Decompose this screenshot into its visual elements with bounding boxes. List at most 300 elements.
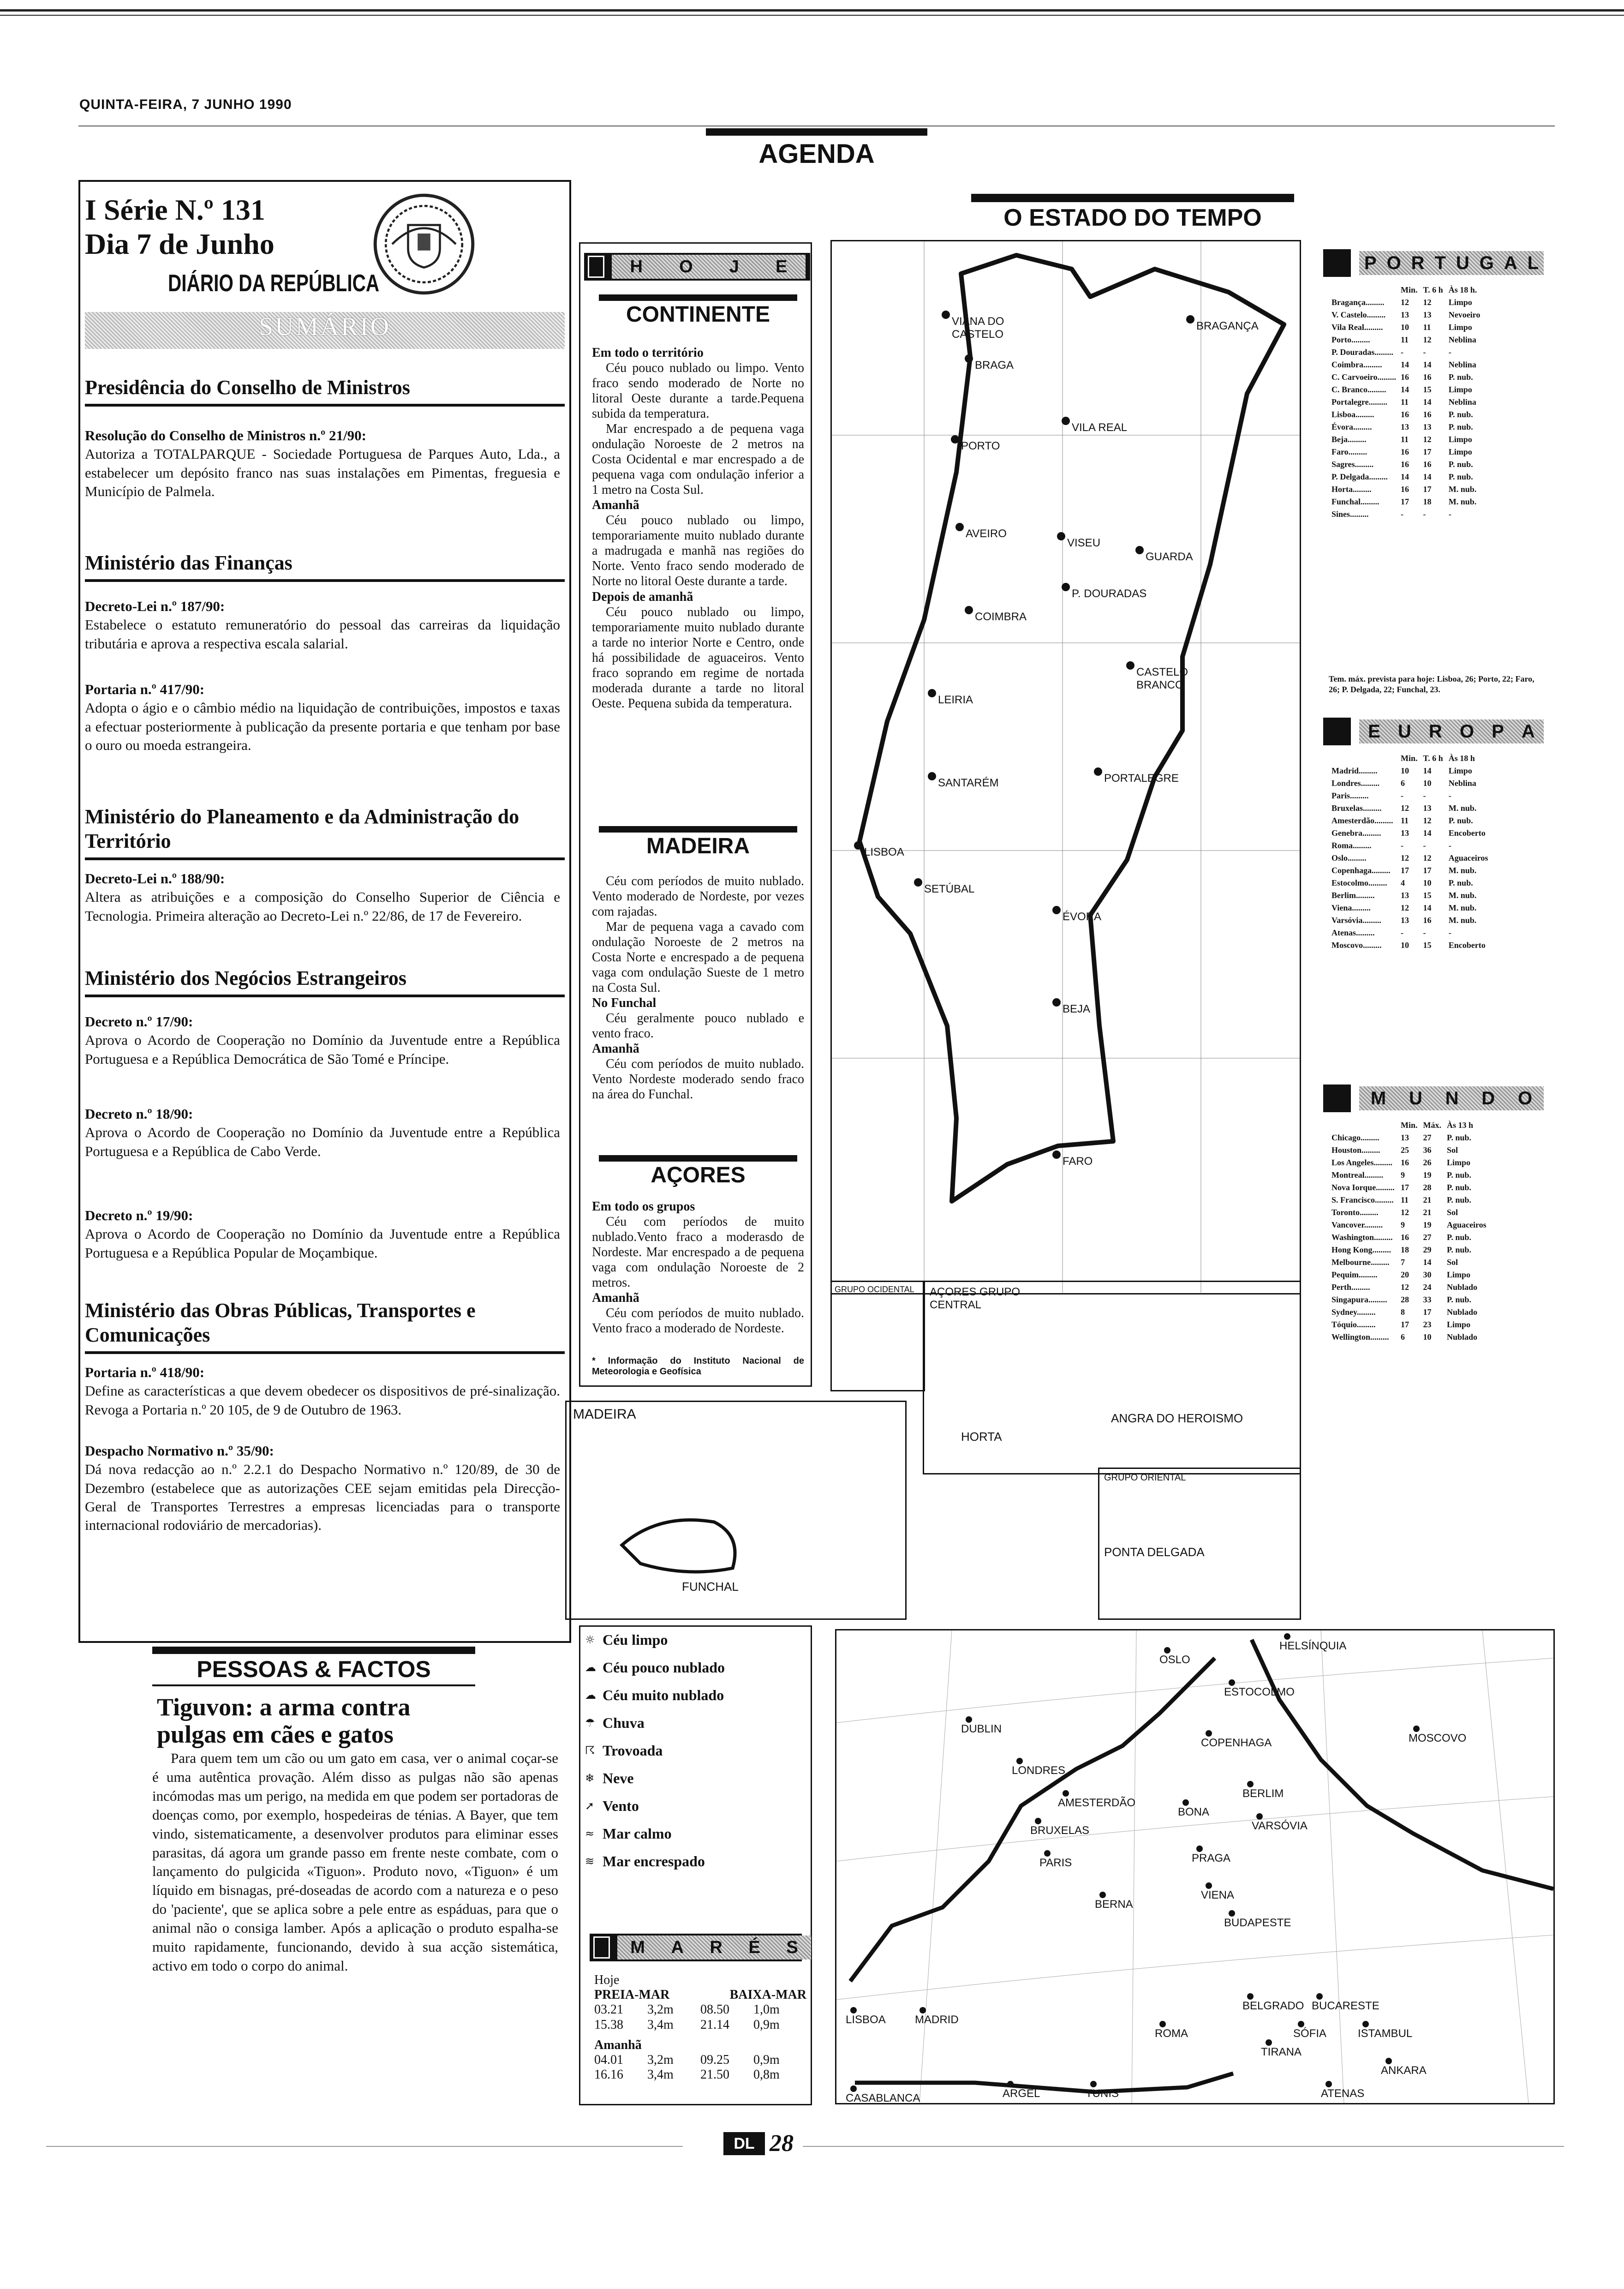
table-cell: Nublado — [1447, 1332, 1478, 1342]
table-cell: 23 — [1423, 1320, 1432, 1329]
table-cell: M. nub. — [1448, 916, 1477, 925]
header-letter: O — [1386, 252, 1401, 273]
table-cell: - — [1401, 841, 1403, 850]
table-cell: 6 — [1401, 779, 1405, 788]
city-label: SANTARÉM — [938, 777, 999, 789]
europe-city-label: ANKARA — [1381, 2064, 1427, 2077]
europe-city-label: BERLIM — [1242, 1787, 1284, 1800]
city-dot — [850, 2007, 857, 2013]
table-city: C. Carvoeiro......... — [1331, 372, 1397, 382]
table-cell: Neblina — [1448, 397, 1476, 407]
table-cell: 8 — [1401, 1307, 1405, 1317]
table-row — [1329, 914, 1491, 927]
table-cell: 9 — [1401, 1170, 1405, 1180]
decree-item — [85, 869, 560, 925]
mares-cell: 15.38 — [594, 2017, 623, 2032]
table-cell: 13 — [1401, 916, 1409, 925]
header-letter: E — [1368, 721, 1380, 742]
table-cell: P. nub. — [1447, 1170, 1471, 1180]
table-cell: 18 — [1423, 497, 1432, 506]
table-cell: 11 — [1401, 435, 1409, 444]
table-cell: M. nub. — [1448, 903, 1477, 912]
legend-label: Chuva — [603, 1714, 645, 1731]
table-cell: Limpo — [1448, 447, 1472, 456]
table-cell: 16 — [1423, 460, 1432, 469]
city-label: VILA REAL — [1072, 421, 1128, 434]
table-cell: 27 — [1423, 1233, 1432, 1242]
city-dot — [1229, 1910, 1235, 1917]
table-city: Lisboa......... — [1331, 410, 1374, 419]
sumario-banner: SUMÁRIO — [85, 312, 565, 349]
decree-text: Aprova o Acordo de Cooperação no Domínio da Juventude entre a República Portuguesa e a República Popular de Moçambique. — [85, 1226, 560, 1261]
table-city: Los Angeles......... — [1331, 1158, 1393, 1167]
city-dot — [1126, 661, 1134, 670]
table-cell: P. nub. — [1447, 1133, 1471, 1142]
city-dot — [854, 841, 862, 850]
mares-cell: 1,0m — [753, 2002, 780, 2017]
serie-number: I Série N.º 131 Dia 7 de Junho — [85, 193, 275, 260]
table-cell: 12 — [1423, 816, 1432, 825]
table-cell: 13 — [1401, 828, 1409, 838]
table-cell: 16 — [1423, 410, 1432, 419]
table-city: Montreal......... — [1331, 1170, 1384, 1180]
decree-text: Aprova o Acordo de Cooperação no Domínio da Juventude entre a República Portuguesa e a República Democrática de São Tomé e Príncipe. — [85, 1032, 560, 1067]
decree-ref: Decreto-Lei n.º 188/90: — [85, 870, 225, 887]
table-cell: 16 — [1401, 410, 1409, 419]
table-cell: 17 — [1401, 497, 1409, 506]
table-header: Às 13 h — [1447, 1121, 1474, 1130]
table-cell: 36 — [1423, 1145, 1432, 1155]
city-dot — [1385, 2058, 1392, 2064]
table-cell: P. nub. — [1448, 460, 1473, 469]
europe-city-label: CASABLANCA — [846, 2092, 920, 2104]
table-row — [1329, 777, 1491, 790]
table-row — [1329, 1281, 1489, 1294]
city-dot — [1094, 767, 1102, 776]
table-cell: - — [1448, 509, 1451, 519]
table-cell: Aguaceiros — [1448, 853, 1488, 863]
table-city: Oslo......... — [1331, 853, 1367, 863]
header-letter: D — [1481, 1088, 1495, 1109]
table-cell: Neblina — [1448, 779, 1476, 788]
table-city: Viena......... — [1331, 903, 1371, 912]
europe-city-label: PARIS — [1039, 1857, 1072, 1869]
table-row — [1329, 321, 1483, 334]
acores-inset: AÇORES GRUPO CENTRAL HORTA ANGRA DO HEROISMO — [923, 1281, 1301, 1474]
europe-map — [835, 1629, 1555, 2104]
table-cell: M. nub. — [1448, 866, 1477, 875]
table-row — [1329, 1231, 1489, 1244]
table-row — [1329, 790, 1491, 802]
europe-city-label: OSLO — [1159, 1654, 1190, 1666]
map-title: O ESTADO DO TEMPO — [971, 194, 1294, 232]
table-cell: Limpo — [1448, 385, 1472, 394]
city-label: BRAGA — [975, 359, 1014, 372]
city-dot — [1196, 1846, 1203, 1852]
table-city: Funchal......... — [1331, 497, 1379, 506]
table-cell: P. nub. — [1447, 1183, 1471, 1192]
table-city: Houston......... — [1331, 1145, 1380, 1155]
legend-label: Trovoada — [603, 1742, 663, 1759]
table-city: Tóquio......... — [1331, 1320, 1376, 1329]
mares-cell: 09.25 — [700, 2052, 729, 2067]
table-cell: 11 — [1401, 397, 1409, 407]
europe-city-label: TIRANA — [1261, 2046, 1302, 2058]
table-cell: P. nub. — [1448, 422, 1473, 431]
table-cell: 11 — [1401, 335, 1409, 344]
table-cell: 10 — [1423, 779, 1432, 788]
table-header: T. 6 h — [1423, 285, 1443, 294]
table-cell: 33 — [1423, 1295, 1432, 1304]
table-cell: 13 — [1401, 1133, 1409, 1142]
table-cell: Neblina — [1448, 360, 1476, 369]
forecast-column — [579, 242, 812, 1387]
table-cell: 13 — [1423, 310, 1432, 319]
table-row — [1329, 852, 1491, 864]
city-label: PORTALEGRE — [1104, 772, 1179, 785]
table-city: Toronto......... — [1331, 1208, 1379, 1217]
table-row — [1329, 902, 1491, 914]
continente-title: CONTINENTE — [599, 294, 797, 327]
mundo-table — [1329, 1119, 1489, 1343]
table-cell: 10 — [1423, 1332, 1432, 1342]
table-city: Horta......... — [1331, 485, 1372, 494]
city-dot — [1284, 1633, 1290, 1640]
city-dot — [1182, 1799, 1189, 1806]
mares-table — [594, 1973, 806, 2082]
table-city: Moscovo......... — [1331, 941, 1382, 950]
table-cell: 15 — [1423, 891, 1432, 900]
decree-text: Estabelece o estatuto remuneratório do pessoal das carreiras da liquidação tributária e aprova a respectiva escala salarial. — [85, 617, 560, 652]
city-dot — [1052, 906, 1061, 914]
table-city: Vila Real......... — [1331, 323, 1383, 332]
europe-city-label: AMESTERDÃO — [1058, 1797, 1136, 1809]
city-label: CASTELO BRANCO — [1136, 666, 1188, 691]
dateline: QUINTA-FEIRA, 7 JUNHO 1990 — [79, 97, 292, 112]
table-cell: 10 — [1423, 878, 1432, 887]
city-label: LISBOA — [864, 846, 904, 858]
europa-header — [1323, 718, 1545, 745]
table-row — [1329, 1181, 1489, 1194]
table-cell: 26 — [1423, 1158, 1432, 1167]
table-cell: - — [1401, 928, 1403, 937]
city-dot — [928, 772, 936, 780]
table-cell: 27 — [1423, 1133, 1432, 1142]
europe-city-label: COPENHAGA — [1201, 1737, 1272, 1749]
legend-label: Mar calmo — [603, 1825, 672, 1842]
table-row — [1329, 1269, 1489, 1281]
city-dot — [1186, 315, 1194, 324]
table-city: Sydney......... — [1331, 1307, 1376, 1317]
table-row — [1329, 408, 1483, 421]
table-header: Máx. — [1423, 1121, 1442, 1130]
madeira-title: MADEIRA — [599, 826, 797, 859]
snow-icon: ❄ — [585, 1772, 595, 1785]
city-label: P. DOURADAS — [1072, 587, 1147, 600]
legend-label: Céu muito nublado — [603, 1687, 724, 1703]
table-city: Madrid......... — [1331, 766, 1378, 775]
header-letter: J — [729, 257, 739, 276]
decree-ref: Decreto n.º 17/90: — [85, 1013, 193, 1030]
table-cell: 12 — [1423, 435, 1432, 444]
header-letter: U — [1456, 252, 1469, 273]
city-label: GUARDA — [1146, 551, 1193, 563]
table-header: Min. — [1401, 1121, 1418, 1130]
table-row — [1329, 483, 1483, 496]
table-cell: - — [1423, 509, 1426, 519]
article-body: Para quem tem um cão ou um gato em casa, ver o animal coçar-se é uma autêntica provação. Além disso as pulgas não são apenas incómodas mas um perigo, na medida em que podem ser portadoras de doenças como, por exemplo, hospedeiras de ténias. A Bayer, que tem vindo, sistematicamente, a desenvolver produtos para eliminar esses parasitas, dá agora um grande passo em frente neste combate, com o lançamento do pulgicida «Tiguon». Produto novo, «Tiguon» é um líquido em bisnagas, pré-doseadas de acordo com a natureza e o peso do 'paciente', que se aplica sobre a pele entre as espáduas, para que o animal não o consiga lamber. Após a aplicação o produto espalha-se muito rapidamente, funcionando, devido à sua acção sistemática, activo em todo o corpo do animal. — [152, 1750, 558, 1974]
city-label: LEIRIA — [938, 694, 973, 706]
decree-ref: Portaria n.º 418/90: — [85, 1364, 205, 1380]
city-dot — [1090, 2081, 1097, 2087]
city-dot — [1062, 583, 1070, 591]
table-cell: - — [1401, 348, 1403, 357]
table-city: Varsóvia......... — [1331, 916, 1381, 925]
legend-label: Céu pouco nublado — [603, 1659, 725, 1676]
table-cell: Limpo — [1448, 323, 1472, 332]
mares-cell: 3,2m — [647, 2002, 674, 2017]
table-city: Roma......... — [1331, 841, 1372, 850]
dark-cloud-icon: ☁ — [585, 1689, 596, 1702]
city-dot — [1247, 1781, 1254, 1787]
europe-city-label: BERNA — [1095, 1898, 1133, 1911]
city-dot — [1298, 2021, 1304, 2027]
table-city: P. Douradas......... — [1331, 348, 1393, 357]
table-cell: 13 — [1401, 422, 1409, 431]
table-cell: 16 — [1401, 460, 1409, 469]
table-row — [1329, 827, 1491, 839]
table-city: V. Castelo......... — [1331, 310, 1386, 319]
europe-city-label: ATENAS — [1321, 2087, 1365, 2100]
ministry-heading: Ministério das Finanças — [85, 551, 565, 582]
table-cell: 12 — [1423, 298, 1432, 307]
table-cell: 7 — [1401, 1258, 1405, 1267]
table-cell: 17 — [1401, 866, 1409, 875]
table-cell: 14 — [1423, 360, 1432, 369]
acores-forecast — [592, 1199, 804, 1336]
table-city: Paris......... — [1331, 791, 1369, 800]
table-city: Bragança......... — [1331, 298, 1385, 307]
city-dot — [1316, 1993, 1323, 2000]
table-header: Às 18 h. — [1448, 285, 1477, 294]
table-row — [1329, 927, 1491, 939]
table-cell: Neblina — [1448, 335, 1476, 344]
table-cell: 11 — [1401, 1195, 1409, 1204]
table-header: Às 18 h — [1448, 754, 1475, 763]
header-letter: O — [1517, 1088, 1533, 1109]
table-cell: 11 — [1423, 323, 1431, 332]
table-cell: 16 — [1401, 485, 1409, 494]
table-cell: 17 — [1423, 866, 1432, 875]
table-cell: 14 — [1423, 903, 1432, 912]
preia-label: PREIA-MAR — [594, 1988, 670, 2002]
header-letter: M — [1370, 1088, 1386, 1109]
forecast-paragraph: Céu pouco nublado ou limpo, temporariamente muito nublado durante a tarde no interior Norte e Centro, onde há possibilidade de aguaceiros. Vento fraco soprando em regime de nortada moderada durante a tarde no litoral Oeste. Pequena subida da temperatura. — [592, 605, 804, 711]
table-row — [1329, 1306, 1489, 1318]
mares-cell: 3,2m — [647, 2052, 674, 2067]
europe-city-label: TUNIS — [1086, 2087, 1119, 2100]
forecast-paragraph: Céu com períodos de muito nublado. Vento fraco a moderado de Nordeste. — [592, 1306, 804, 1336]
table-cell: P. nub. — [1447, 1195, 1471, 1204]
forecast-paragraph: Mar encrespado a de pequena vaga ondulação Noroeste de 2 metros na Costa Ocidental e mar encrespado a de pequena vaga com ondulação inferior a 1 metro na Costa Sul. — [592, 422, 804, 497]
europe-city-label: VIENA — [1201, 1889, 1235, 1901]
mares-cell: 08.50 — [700, 2002, 729, 2017]
mares-header — [590, 1934, 802, 1961]
table-row — [1329, 359, 1483, 371]
table-row — [1329, 1256, 1489, 1269]
table-cell: 13 — [1423, 422, 1432, 431]
table-header: Min. — [1401, 754, 1418, 763]
table-city: Évora......... — [1331, 422, 1372, 431]
table-cell: 16 — [1423, 372, 1432, 382]
table-cell: P. nub. — [1448, 472, 1473, 481]
table-cell: 17 — [1423, 447, 1432, 456]
pessoas-factos-title: PESSOAS & FACTOS — [152, 1647, 475, 1686]
header-letter: A — [1521, 721, 1535, 742]
header-letter: A — [671, 1937, 684, 1957]
table-cell: 12 — [1401, 803, 1409, 813]
table-row — [1329, 1144, 1489, 1156]
header-letter: O — [1459, 721, 1475, 742]
table-cell: P. nub. — [1448, 410, 1473, 419]
table-row — [1329, 1294, 1489, 1306]
city-label: FARO — [1063, 1155, 1093, 1168]
acores-oriental-inset: GRUPO ORIENTAL PONTA DELGADA — [1098, 1468, 1301, 1620]
wind-icon: ➚ — [585, 1799, 595, 1812]
decree-text: Autoriza a TOTALPARQUE - Sociedade Portuguesa de Parques Auto, Lda., a estabelecer um depósito franco nas suas instalações em Pimentas, freguesia e Município de Palmela. — [85, 446, 560, 499]
city-dot — [1206, 1882, 1212, 1889]
europe-city-label: LISBOA — [846, 2013, 886, 2026]
table-cell: - — [1448, 841, 1451, 850]
table-city: Bruxelas......... — [1331, 803, 1382, 813]
storm-icon: ☈ — [585, 1744, 595, 1757]
table-cell: Encoberto — [1448, 941, 1486, 950]
table-cell: 25 — [1401, 1145, 1409, 1155]
table-cell: 16 — [1423, 916, 1432, 925]
table-row — [1329, 334, 1483, 346]
decree-ref: Portaria n.º 417/90: — [85, 681, 205, 697]
city-dot — [1266, 2039, 1272, 2046]
table-city: Berlim......... — [1331, 891, 1375, 900]
table-cell: P. nub. — [1447, 1233, 1471, 1242]
city-dot — [1206, 1730, 1212, 1737]
table-cell: M. nub. — [1448, 497, 1477, 506]
table-cell: 10 — [1401, 941, 1409, 950]
acores-ocidental-inset: GRUPO OCIDENTAL — [830, 1281, 925, 1391]
table-header — [1329, 284, 1398, 296]
header-letter: M — [630, 1937, 645, 1957]
decree-item — [85, 680, 560, 755]
table-cell: 21 — [1423, 1208, 1432, 1217]
table-cell: 16 — [1401, 1233, 1409, 1242]
article-headline: Tiguvon: a arma contra pulgas em cães e gatos — [157, 1693, 411, 1749]
table-cell: 14 — [1423, 472, 1432, 481]
table-cell: 14 — [1423, 766, 1432, 775]
table-cell: 12 — [1401, 853, 1409, 863]
mares-cell: 04.01 — [594, 2052, 623, 2067]
table-row — [1329, 1206, 1489, 1219]
table-cell: - — [1401, 791, 1403, 800]
decree-ref: Decreto-Lei n.º 187/90: — [85, 598, 225, 614]
city-dot — [1099, 1892, 1106, 1898]
madeira-inset: MADEIRA FUNCHAL — [565, 1401, 907, 1620]
table-row — [1329, 839, 1491, 852]
table-row — [1329, 802, 1491, 815]
city-dot — [1159, 2021, 1166, 2027]
table-cell: 16 — [1401, 1158, 1409, 1167]
legend-box — [579, 1625, 812, 2105]
europe-city-label: BRUXELAS — [1030, 1824, 1090, 1837]
city-dot — [1052, 1150, 1061, 1159]
forecast-subheading: Em todo o território — [592, 346, 704, 360]
calm-sea-icon: ≈ — [585, 1827, 595, 1840]
table-cell: Limpo — [1448, 766, 1472, 775]
header-letter: S — [786, 1937, 798, 1957]
table-header — [1329, 1119, 1398, 1132]
table-row — [1329, 383, 1483, 396]
europe-city-label: BUDAPESTE — [1224, 1917, 1291, 1929]
table-cell: Sol — [1447, 1258, 1458, 1267]
table-cell: 16 — [1401, 372, 1409, 382]
forecast-subheading: Depois de amanhã — [592, 589, 693, 604]
decree-text: Altera as atribuições e a composição do Conselho Superior de Ciência e Tecnologia. Primeira alteração ao Decreto-Lei n.º 22/86, de 17 de Fevereiro. — [85, 889, 560, 924]
city-dot — [914, 878, 922, 887]
table-cell: Limpo — [1448, 435, 1472, 444]
forecast-subheading: Amanhã — [592, 1291, 639, 1306]
mares-amanha: Amanhã — [594, 2037, 642, 2052]
header-letter: O — [679, 257, 693, 276]
table-row — [1329, 1156, 1489, 1169]
table-cell: 13 — [1401, 310, 1409, 319]
header-letter: R — [710, 1937, 722, 1957]
forecast-paragraph: Céu pouco nublado ou limpo. Vento fraco sendo moderado de Norte no litoral Oeste durante a tarde.Pequena subida da temperatura. — [592, 361, 804, 421]
table-cell: M. nub. — [1448, 891, 1477, 900]
city-dot — [928, 689, 936, 697]
decree-text: Dá nova redacção ao n.º 2.2.1 do Despacho Normativo n.º 120/89, de 30 de Dezembro (estabelece que as autorizações CEE sejam emitidas pela Direcção-Geral de Transportes Terrestres a empresas licenciadas para o transporte internacional rodoviário de mercadorias). — [85, 1461, 560, 1534]
table-city: Coimbra......... — [1331, 360, 1382, 369]
city-dot — [955, 523, 964, 531]
table-row — [1329, 458, 1483, 471]
mares-cell: 3,4m — [647, 2067, 674, 2082]
europe-city-label: LONDRES — [1012, 1764, 1066, 1777]
table-row — [1329, 296, 1483, 309]
city-dot — [1413, 1726, 1420, 1732]
table-cell: Limpo — [1448, 298, 1472, 307]
hoje-header — [584, 253, 810, 281]
city-dot — [1044, 1850, 1051, 1857]
mares-row — [594, 2067, 806, 2082]
source-note: * Informação do Instituto Nacional de Meteorologia e Geofísica — [592, 1356, 804, 1377]
page-number: 28 — [770, 2130, 794, 2157]
table-cell: 11 — [1401, 816, 1409, 825]
table-row — [1329, 421, 1483, 433]
city-dot — [1007, 2081, 1014, 2087]
ministry-heading: Ministério dos Negócios Estrangeiros — [85, 966, 565, 997]
table-cell: Nevoeiro — [1448, 310, 1481, 319]
table-city: Copenhaga......... — [1331, 866, 1391, 875]
table-cell: 14 — [1423, 828, 1432, 838]
publication-logo: DL — [723, 2132, 765, 2155]
table-row — [1329, 864, 1491, 877]
table-cell: 4 — [1401, 878, 1405, 887]
header-letter: P — [1364, 252, 1377, 273]
table-row — [1329, 496, 1483, 508]
acores-title: AÇORES — [599, 1155, 797, 1188]
table-row — [1329, 1194, 1489, 1206]
table-cell: 10 — [1401, 766, 1409, 775]
table-row — [1329, 939, 1491, 952]
header-letter: N — [1445, 1088, 1459, 1109]
